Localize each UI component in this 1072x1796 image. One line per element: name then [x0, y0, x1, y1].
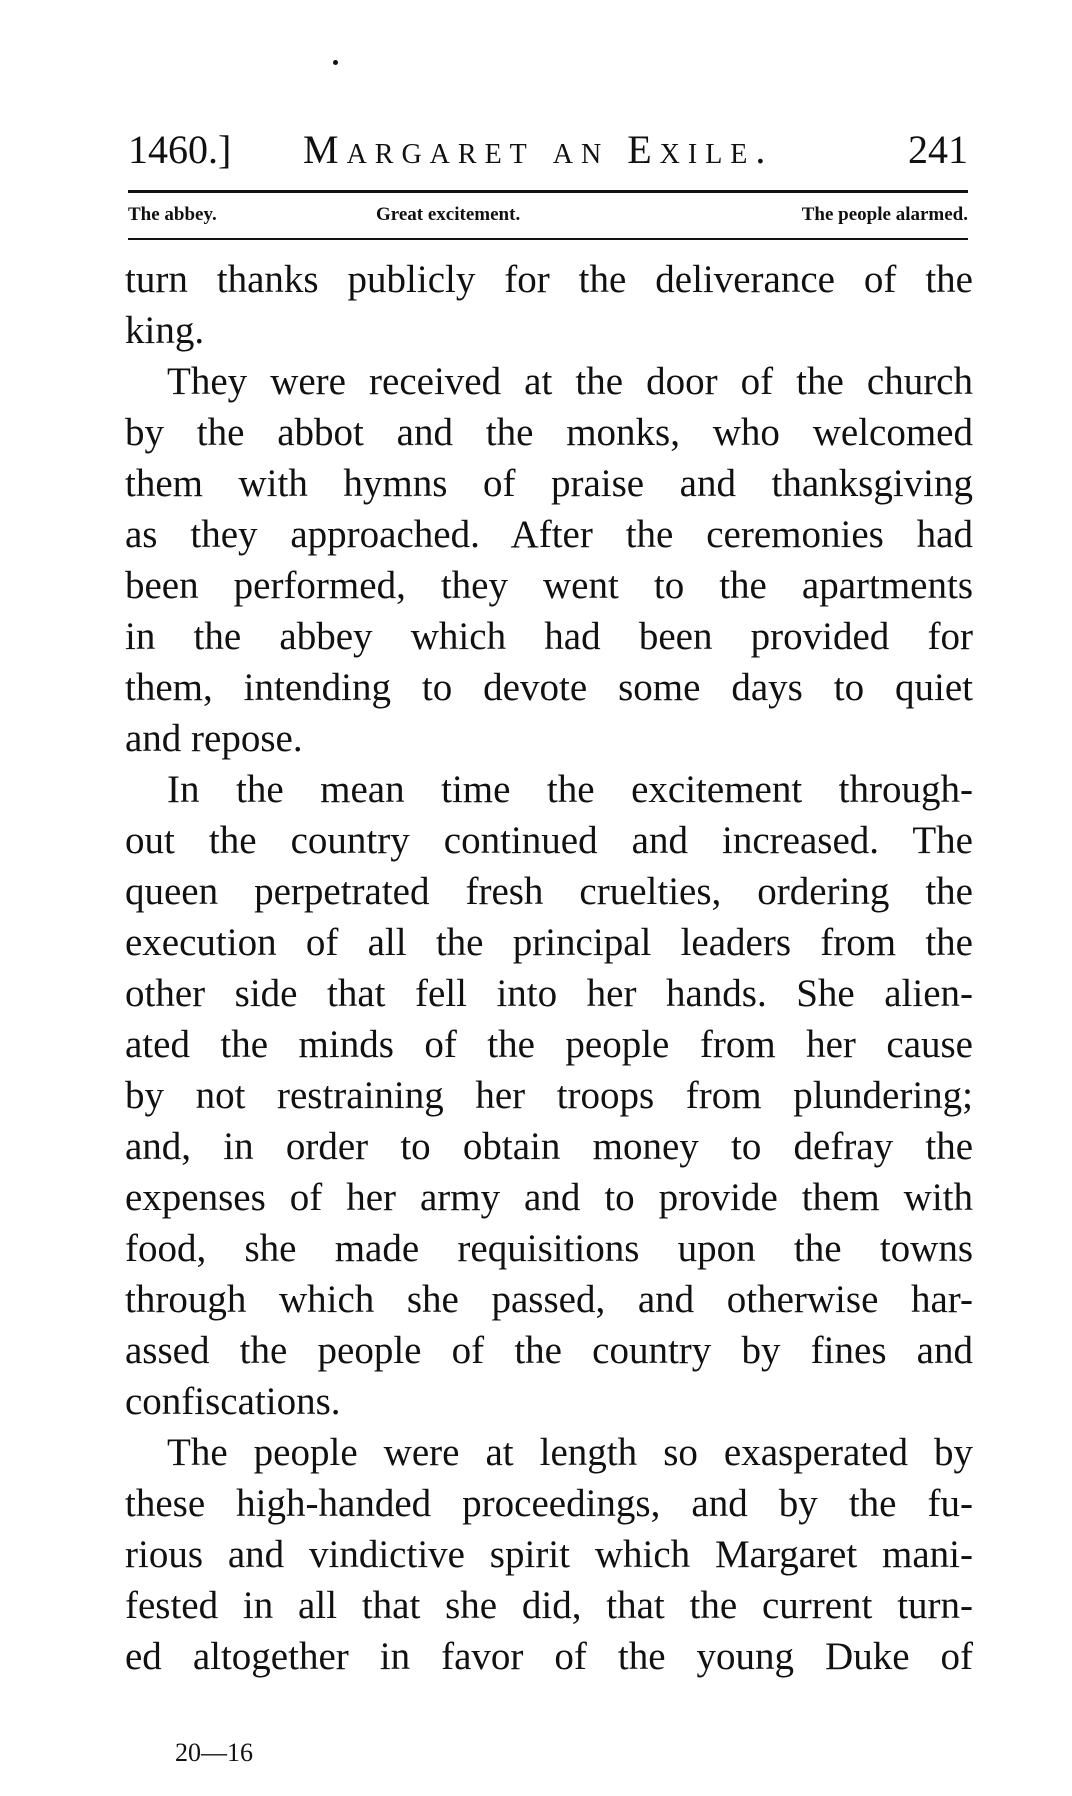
text-line: through which she passed, and otherwise har- — [125, 1278, 973, 1321]
text-line: They were received at the door of the church — [167, 360, 973, 403]
text-line: them with hymns of praise and thanksgiving — [125, 462, 973, 505]
text-line: food, she made requisitions upon the towns — [125, 1227, 973, 1270]
subhead-right: The people alarmed. — [801, 204, 968, 225]
text-line: other side that fell into her hands. She alien- — [125, 972, 973, 1015]
running-head — [128, 122, 968, 178]
text-line: execution of all the principal leaders from the — [125, 921, 973, 964]
text-line: The people were at length so exasperated by — [167, 1431, 973, 1474]
text-line: out the country continued and increased. The — [125, 819, 973, 862]
text-line: and, in order to obtain money to defray the — [125, 1125, 973, 1168]
text-line: queen perpetrated fresh cruelties, ordering the — [125, 870, 973, 913]
text-line: these high-handed proceedings, and by the fu- — [125, 1482, 973, 1525]
text-line: by the abbot and the monks, who welcomed — [125, 411, 973, 454]
subhead-left: The abbey. — [128, 204, 217, 225]
text-line: confiscations. — [125, 1380, 341, 1423]
text-line: expenses of her army and to provide them with — [125, 1176, 973, 1219]
text-line: and repose. — [125, 717, 303, 760]
marginal-subheads — [128, 196, 968, 234]
text-line: by not restraining her troops from plundering; — [125, 1074, 973, 1117]
text-line: ated the minds of the people from her cause — [125, 1023, 973, 1066]
text-line: In the mean time the excitement through- — [167, 768, 973, 811]
body-text — [125, 254, 973, 1682]
text-line: assed the people of the country by fines and — [125, 1329, 973, 1372]
header-rule-top — [128, 190, 968, 193]
text-line: ed altogether in favor of the young Duke of — [125, 1635, 973, 1678]
subhead-center: Great excitement. — [376, 204, 521, 225]
page-number: 241 — [908, 127, 968, 172]
text-line: king. — [125, 309, 205, 352]
stray-mark — [333, 60, 338, 65]
text-line: rious and vindictive spirit which Margaret mani- — [125, 1533, 973, 1576]
signature-mark: 20—16 — [175, 1738, 253, 1767]
running-title: Margaret an Exile. — [303, 127, 774, 172]
year-marker: 1460.] — [128, 127, 232, 172]
text-line: as they approached. After the ceremonies had — [125, 513, 973, 556]
header-rule-bottom — [128, 238, 968, 240]
text-line: been performed, they went to the apartments — [125, 564, 973, 607]
text-line: in the abbey which had been provided for — [125, 615, 973, 658]
text-line: fested in all that she did, that the current turn- — [125, 1584, 973, 1627]
text-line: them, intending to devote some days to quiet — [125, 666, 973, 709]
text-line: turn thanks publicly for the deliverance of the — [125, 258, 973, 301]
